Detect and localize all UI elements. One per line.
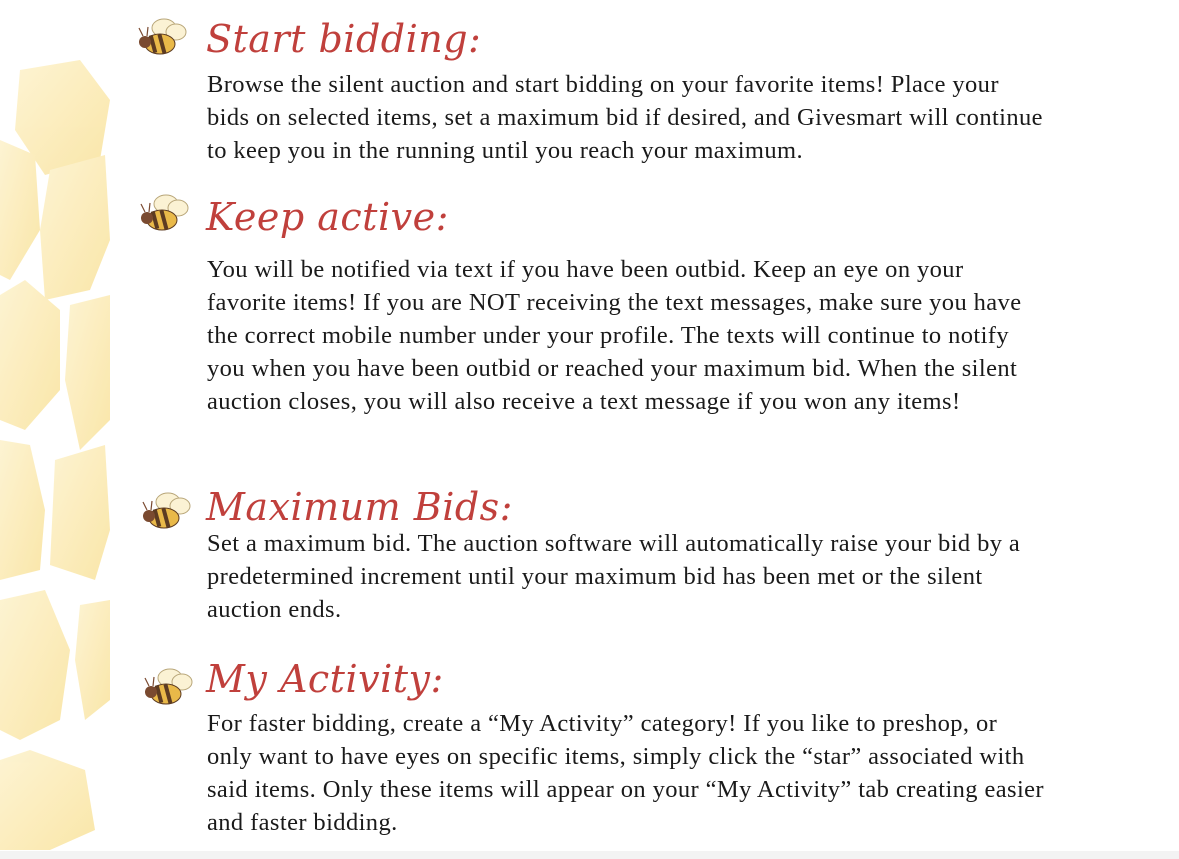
section-body: Browse the silent auction and start bidding on your favorite items! Place your bids on selected items, set a maximum bid if desired, and Givesmart will continue to keep you in the running until you reach your maximum. [207,71,1043,164]
section-heading: Maximum Bids: [206,485,513,529]
section-body: For faster bidding, create a “My Activity” category! If you like to preshop, or only want to have eyes on specific items, simply click the “star” associated with said items. Only these items will appear on your “My Activity” tab creating easier and faster bidding. [207,710,1044,836]
section-heading: My Activity: [206,657,444,701]
section-heading: Keep active: [206,195,449,239]
section-heading: Start bidding: [206,17,482,61]
bottom-strip [0,851,1179,859]
section-body: You will be notified via text if you have been outbid. Keep an eye on your favorite items! If you are NOT receiving the text messages, make sure you have the correct mobile number under your profile. The texts will continue to notify you when you have been outbid or reached your maximum bid. When the silent auction closes, you will also receive a text message if you won any items! [207,256,1022,415]
bee-icon [142,664,194,712]
section-body: Set a maximum bid. The auction software will automatically raise your bid by a predetermined increment until your maximum bid has been met or the silent auction ends. [207,530,1021,623]
